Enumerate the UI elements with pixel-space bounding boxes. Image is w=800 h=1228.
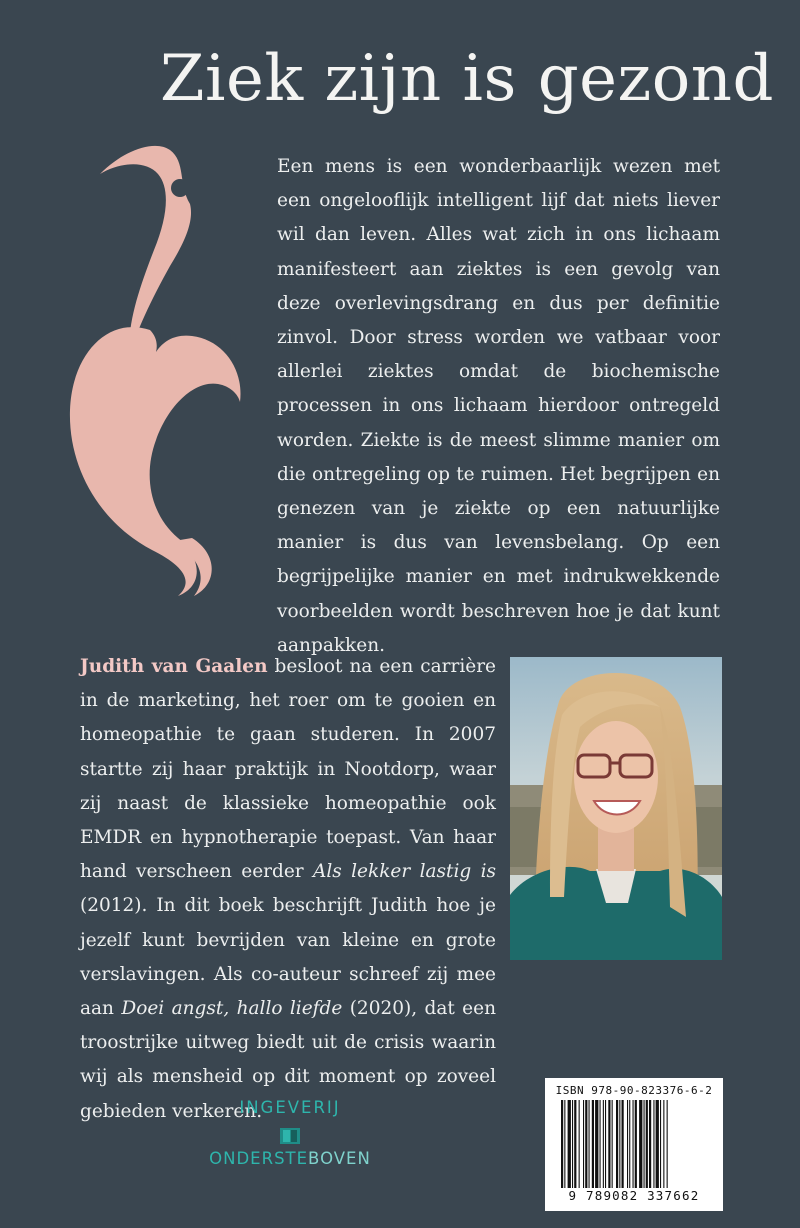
book-title: Ziek zijn is gezond	[160, 42, 774, 116]
author-name: Judith van Gaalen	[80, 656, 268, 677]
bio-text-3: (2020), dat een troostrijke uitweg biedt uit de crisis waarin wij als mensheid op dit moment op zoveel gebieden verkeren.	[80, 998, 496, 1122]
publisher-top-text: INGEVERIJ	[239, 1098, 341, 1117]
book-icon	[279, 1126, 301, 1146]
book-title-1: Als lekker lastig is	[313, 861, 496, 883]
isbn-label: ISBN 978-90-823376-6-2	[555, 1084, 713, 1097]
ornament-leaf-icon	[68, 140, 248, 600]
ean-digits: 9 789082 337662	[568, 1188, 700, 1203]
barcode-bars	[559, 1100, 709, 1188]
book-title-2: Doei angst, hallo liefde	[121, 998, 343, 1020]
author-bio	[80, 650, 496, 1129]
author-photo	[510, 657, 722, 960]
bio-text-2: (2012). In dit boek beschrijft Judith hoe je jezelf kunt bevrijden van kleine en grote verslavingen. Als co-auteur schreef zij mee aan	[80, 895, 496, 1020]
publisher-logo	[205, 1098, 375, 1168]
bio-text-1: besloot na een carrière in de marketing, het roer om te gooien en homeopathie te gaan studeren. In 2007 startte zij haar praktijk in Nootdorp, waar zij naast de klassieke homeopathie ook EMDR en hypnotherapie toepast. Van haar hand verscheen eerder	[80, 656, 496, 883]
isbn-barcode	[545, 1078, 723, 1211]
publisher-bottom-text-a: ONDERSTE	[209, 1149, 309, 1168]
book-description: Een mens is een wonderbaarlijk wezen met een ongelooflijk intelligent lijf dat niets liever wil dan leven. Alles wat zich in ons lichaam manifesteert aan ziektes is een gevolg van deze overlevingsdrang en dus per definitie zinvol. Door stress worden we vatbaar voor allerlei ziektes omdat de biochemische processen in ons lichaam hierdoor ontregeld worden. Ziekte is de meest slimme manier om die ontregeling op te ruimen. Het begrijpen en genezen van je ziekte op een natuurlijke manier is dus van levensbelang. Op een begrijpelijke manier en met indrukwekkende voorbeelden wordt beschreven hoe je dat kunt aanpakken.	[277, 156, 720, 656]
publisher-bottom-text-b: BOVEN	[308, 1149, 371, 1168]
